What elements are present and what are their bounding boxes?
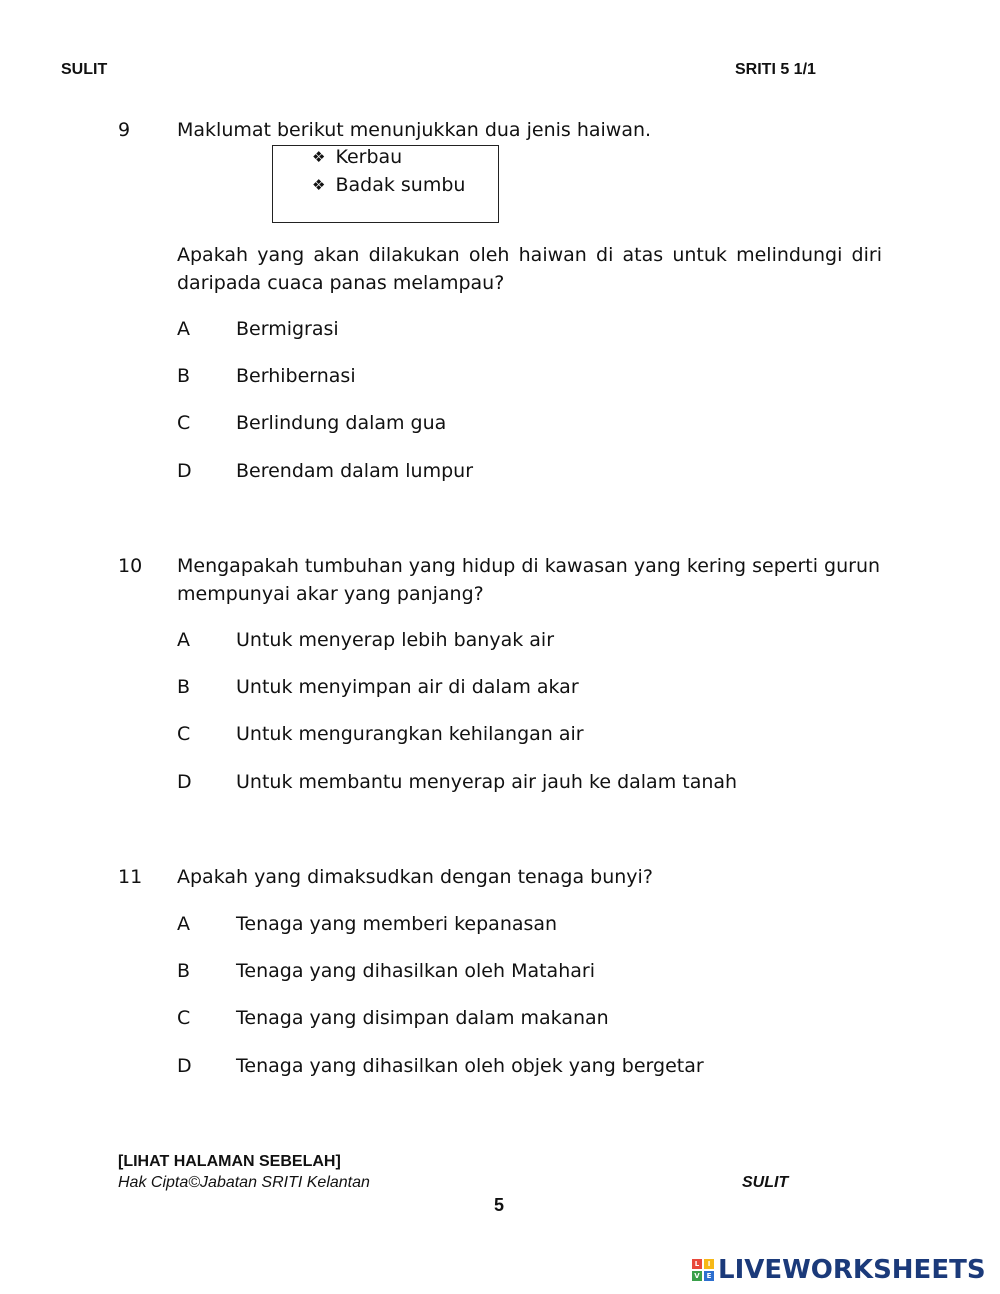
- option-letter: D: [177, 771, 192, 793]
- option-letter: A: [177, 629, 190, 651]
- option-text: Untuk mengurangkan kehilangan air: [236, 723, 584, 745]
- logo-wordmark: LIVEWORKSHEETS: [718, 1255, 986, 1285]
- option-letter: C: [177, 723, 191, 745]
- liveworksheets-logo: [692, 1252, 986, 1288]
- option-letter: B: [177, 676, 191, 698]
- option-letter: D: [177, 460, 192, 482]
- option-text: Tenaga yang memberi kepanasan: [236, 913, 558, 935]
- option-letter: C: [177, 412, 191, 434]
- header-right: SRITI 5 1/1: [735, 61, 816, 78]
- page-number: 5: [494, 1195, 505, 1215]
- question-number: 10: [118, 555, 143, 577]
- option-text: Bermigrasi: [236, 318, 339, 340]
- question-stem: Maklumat berikut menunjukkan dua jenis haiwan.: [177, 119, 652, 141]
- diamond-bullet-icon: ❖: [312, 176, 326, 194]
- option-text: Untuk membantu menyerap air jauh ke dalam tanah: [236, 771, 738, 793]
- box-item: ❖ Kerbau: [312, 146, 403, 168]
- option-text: Untuk menyerap lebih banyak air: [236, 629, 555, 651]
- copyright-text: Hak Cipta©Jabatan SRITI Kelantan: [118, 1174, 370, 1191]
- box-item: ❖ Badak sumbu: [312, 174, 466, 196]
- logo-grid-icon: L I V E: [692, 1259, 714, 1281]
- header-left: SULIT: [61, 61, 108, 78]
- question-stem: Mengapakah tumbuhan yang hidup di kawasan yang kering seperti gurun mempunyai akar yang panjang?: [177, 555, 881, 605]
- diamond-bullet-icon: ❖: [312, 148, 326, 166]
- option-text: Tenaga yang dihasilkan oleh Matahari: [236, 960, 595, 982]
- question-prompt: Apakah yang akan dilakukan oleh haiwan di atas untuk melindungi diri daripada cuaca panas melampau?: [177, 244, 882, 294]
- question-number: 11: [118, 866, 143, 888]
- option-text: Berlindung dalam gua: [236, 412, 447, 434]
- option-letter: A: [177, 913, 190, 935]
- option-letter: D: [177, 1055, 192, 1077]
- question-stem: Apakah yang dimaksudkan dengan tenaga bunyi?: [177, 866, 653, 888]
- option-text: Tenaga yang disimpan dalam makanan: [236, 1007, 609, 1029]
- option-text: Berhibernasi: [236, 365, 356, 387]
- question-number: 9: [118, 119, 131, 141]
- option-letter: B: [177, 365, 191, 387]
- footer-sulit: SULIT: [742, 1174, 789, 1191]
- option-letter: A: [177, 318, 190, 340]
- option-text: Tenaga yang dihasilkan oleh objek yang bergetar: [236, 1055, 704, 1077]
- option-text: Berendam dalam lumpur: [236, 460, 474, 482]
- option-letter: C: [177, 1007, 191, 1029]
- option-letter: B: [177, 960, 191, 982]
- option-text: Untuk menyimpan air di dalam akar: [236, 676, 579, 698]
- next-page-note: [LIHAT HALAMAN SEBELAH]: [118, 1153, 341, 1170]
